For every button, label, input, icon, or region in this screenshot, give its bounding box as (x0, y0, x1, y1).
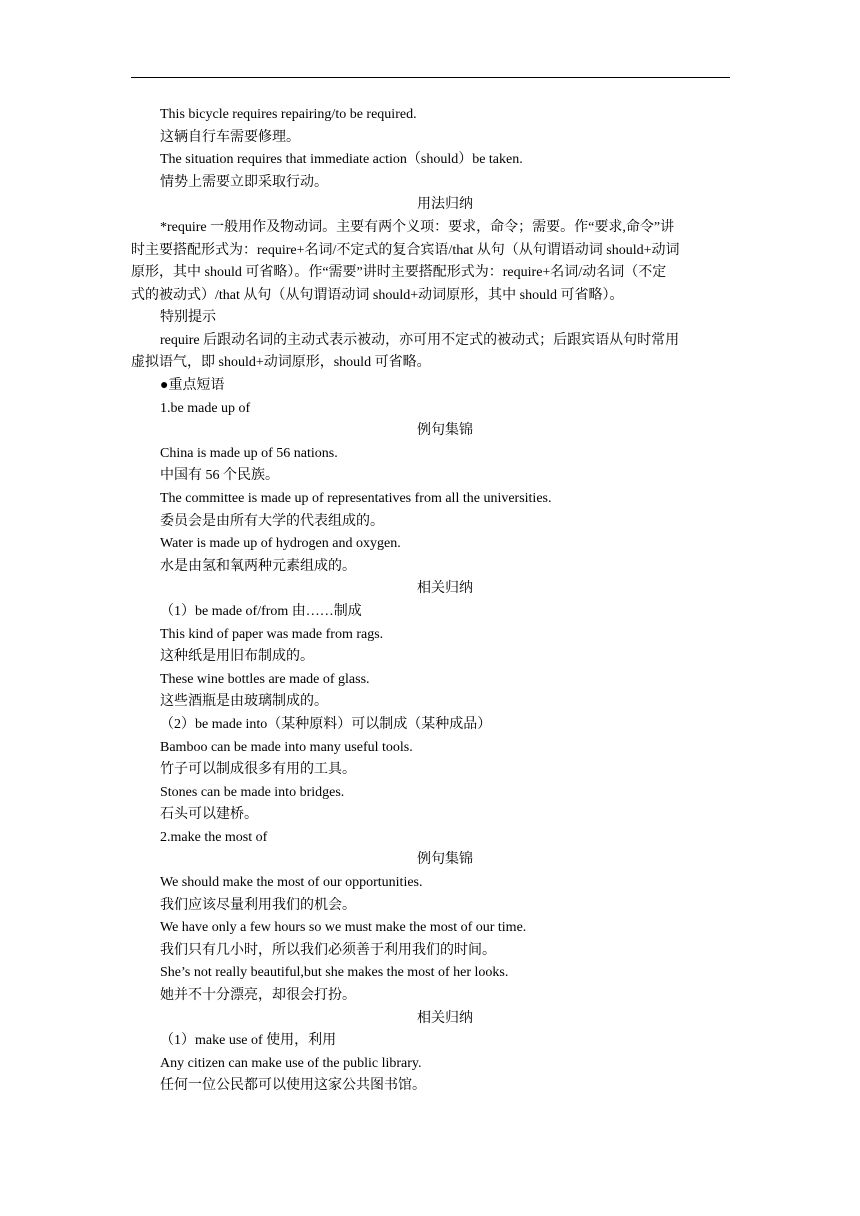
example-zh: 这辆自行车需要修理。 (160, 129, 300, 145)
example-en: The committee is made up of representatives from all the universities. (160, 490, 552, 506)
phrase-title: 1.be made up of (160, 400, 251, 416)
top-block (160, 104, 730, 217)
example-en: Any citizen can make use of the public library. (160, 1055, 422, 1071)
section-heading: 用法归纳 (417, 197, 473, 213)
header-rule (131, 77, 730, 78)
example-en: These wine bottles are made of glass. (160, 671, 370, 687)
example-en: This kind of paper was made from rags. (160, 626, 384, 642)
tip-title: 特别提示 (160, 310, 216, 325)
example-zh: 竹子可以制成很多有用的工具。 (160, 762, 356, 778)
sub-phrase: （1）make use of 使用，利用 (160, 1033, 337, 1049)
example-en: Bamboo can be made into many useful tools. (160, 739, 413, 755)
example-en: We should make the most of our opportunities. (160, 875, 423, 891)
example-en: Water is made up of hydrogen and oxygen. (160, 536, 401, 552)
paragraph-line: 原形，其中 should 可省略）。作“需要”讲时主要搭配形式为：require+名词/动名词（不定 (131, 265, 667, 280)
paragraph-line: 时主要搭配形式为：require+名词/不定式的复合宾语/that 从句（从句谓语动词 should+动词 (131, 243, 680, 258)
example-zh: 我们只有几小时，所以我们必须善于利用我们的时间。 (160, 942, 496, 958)
paragraph-line: *require 一般用作及物动词。主要有两个义项：要求，命令；需要。作“要求,命令”讲 (160, 220, 675, 235)
sub-phrase: （2）be made into（某种原料）可以制成（某种成品） (160, 716, 492, 732)
example-zh: 她并不十分漂亮，却很会打扮。 (160, 988, 356, 1004)
section-heading: 相关归纳 (417, 1010, 473, 1026)
example-zh: 水是由氢和氧两种元素组成的。 (160, 558, 356, 574)
example-en: This bicycle requires repairing/to be required. (160, 107, 417, 122)
phrases-block (160, 375, 730, 1098)
example-en: She’s not really beautiful,but she makes the most of her looks. (160, 965, 509, 981)
example-zh: 委员会是由所有大学的代表组成的。 (160, 513, 384, 529)
example-en: We have only a few hours so we must make the most of our time. (160, 920, 527, 936)
example-zh: 这些酒瓶是由玻璃制成的。 (160, 694, 328, 710)
example-zh: 情势上需要立即采取行动。 (160, 174, 328, 190)
section-heading: ●重点短语 (160, 378, 225, 393)
section-heading: 相关归纳 (417, 581, 473, 597)
example-zh: 石头可以建桥。 (160, 807, 258, 823)
example-en: The situation requires that immediate action（should）be taken. (160, 152, 523, 168)
paragraph-line: 式的被动式）/that 从句（从句谓语动词 should+动词原形，其中 should 可省略）。 (131, 288, 624, 303)
example-zh: 任何一位公民都可以使用这家公共图书馆。 (160, 1078, 426, 1094)
example-en: Stones can be made into bridges. (160, 784, 345, 800)
section-heading: 例句集锦 (417, 423, 473, 439)
sub-phrase: （1）be made of/from 由……制成 (160, 603, 362, 619)
paragraph-line: 虚拟语气，即 should+动词原形，should 可省略。 (131, 355, 431, 370)
example-zh: 我们应该尽量利用我们的机会。 (160, 897, 356, 913)
example-en: China is made up of 56 nations. (160, 445, 338, 461)
example-zh: 中国有 56 个民族。 (160, 468, 279, 484)
paragraph-line: require 后跟动名词的主动式表示被动，亦可用不定式的被动式；后跟宾语从句时常用 (160, 333, 680, 348)
example-zh: 这种纸是用旧布制成的。 (160, 649, 314, 665)
phrase-title: 2.make the most of (160, 829, 268, 845)
section-heading: 例句集锦 (417, 852, 473, 868)
